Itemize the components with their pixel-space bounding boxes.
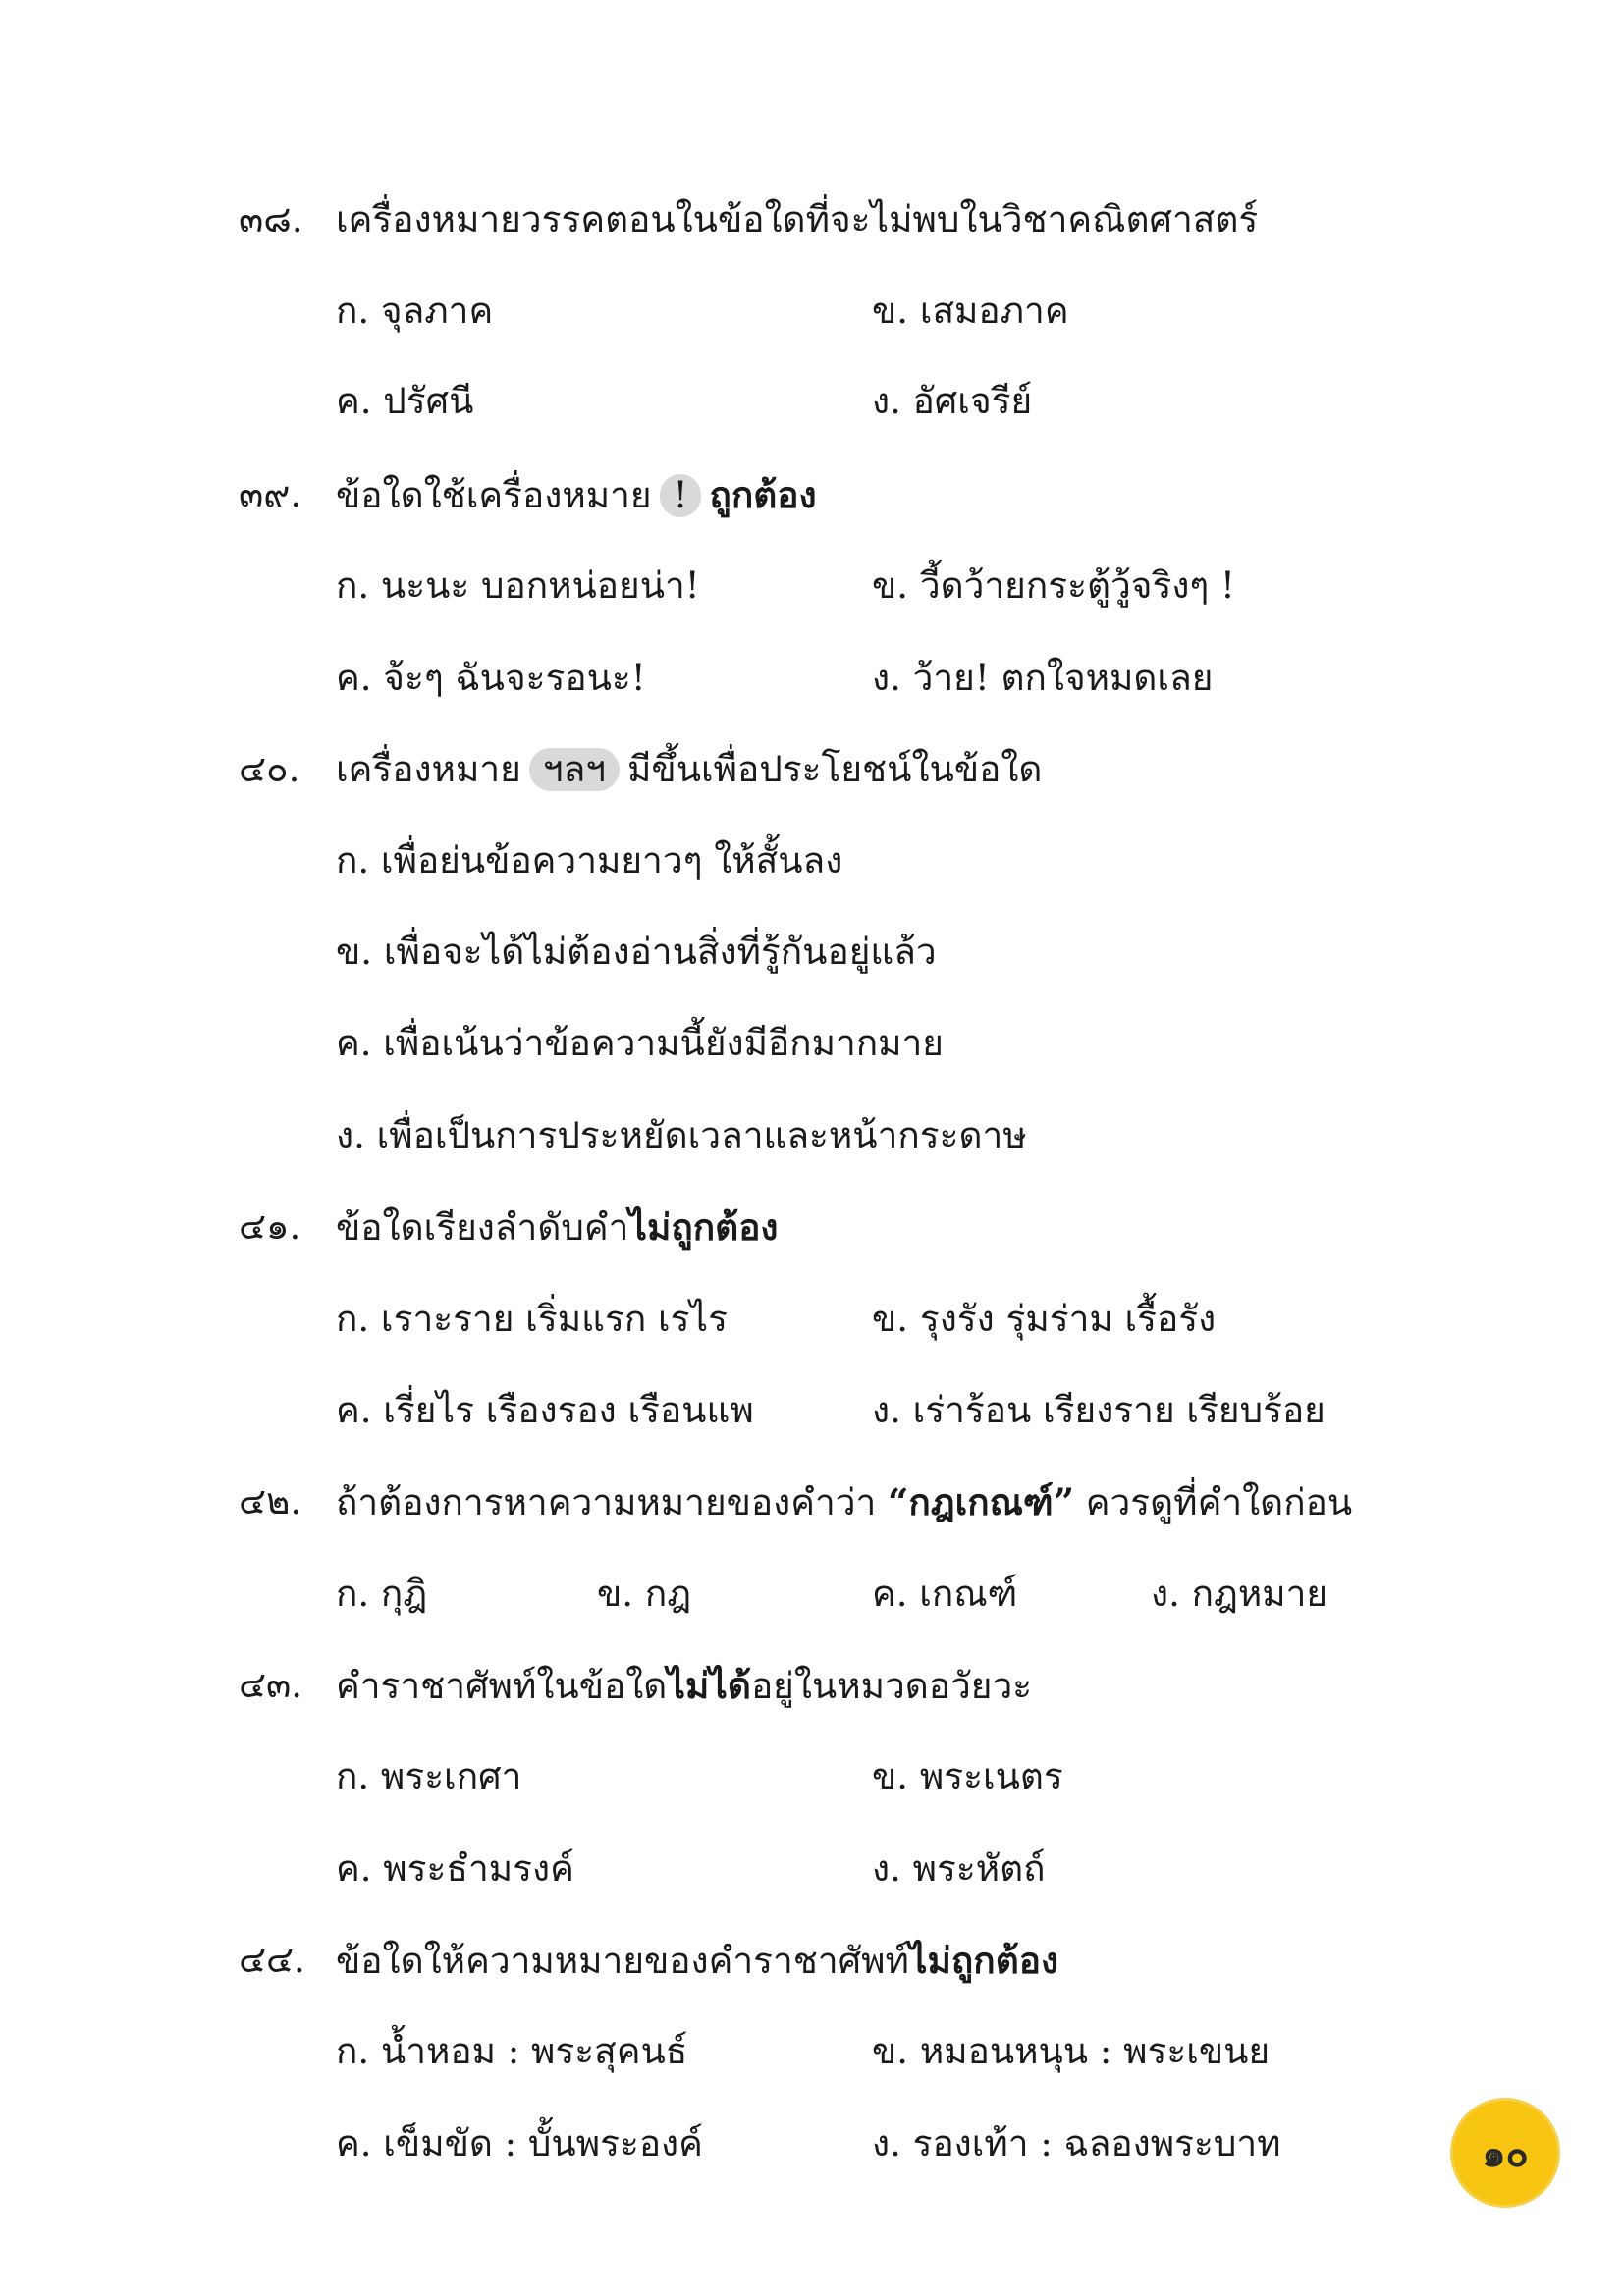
question-text-bold: ไม่ได้ bbox=[667, 1664, 751, 1707]
option-c: ค. พระธำมรงค์ bbox=[336, 1847, 574, 1890]
question-text-before: ข้อใดเรียงลำดับคำ bbox=[336, 1206, 629, 1249]
question-text-bold: ไม่ถูกต้อง bbox=[908, 1939, 1059, 1982]
option-d: ง. รองเท้า : ฉลองพระบาท bbox=[872, 2122, 1281, 2164]
option-c: ค. เข็มขัด : บั้นพระองค์ bbox=[336, 2122, 703, 2164]
question-number: ๔๓. bbox=[239, 1664, 303, 1706]
question-text bbox=[336, 746, 1042, 793]
option-b: ข. เพื่อจะได้ไม่ต้องอ่านสิ่งที่รู้กันอยู่แล้ว bbox=[336, 931, 937, 973]
option-a: ก. เพื่อย่นข้อความยาวๆ ให้สั้นลง bbox=[336, 839, 843, 881]
option-b: ข. เสมอภาค bbox=[872, 290, 1069, 332]
question-text bbox=[336, 1203, 779, 1252]
option-a: ก. พระเกศา bbox=[336, 1755, 522, 1797]
question-text-after: ควรดูที่คำใดก่อน bbox=[1085, 1481, 1353, 1523]
option-a: ก. เราะราย เริ่มแรก เรไร bbox=[336, 1298, 728, 1340]
question-text bbox=[336, 1937, 1058, 1985]
question-number: ๔๔. bbox=[239, 1939, 305, 1981]
question-text bbox=[336, 1478, 1352, 1526]
question-number: ๓๘. bbox=[239, 198, 303, 240]
exclamation-symbol: ! bbox=[660, 474, 702, 517]
option-a: ก. จุลภาค bbox=[336, 290, 494, 332]
option-c: ค. จ้ะๆ ฉันจะรอนะ! bbox=[336, 657, 646, 699]
question-text-bold: “กฎเกณฑ์” bbox=[888, 1480, 1074, 1523]
option-d: ง. กฎหมาย bbox=[1151, 1573, 1328, 1615]
question-text-after: อยู่ในหมวดอวัยวะ bbox=[750, 1665, 1033, 1707]
option-c: ค. เพื่อเน้นว่าข้อความนี้ยังมีอีกมากมาย bbox=[336, 1022, 944, 1064]
question-number: ๔๐. bbox=[239, 748, 300, 790]
option-a: ก. น้ำหอม : พระสุคนธ์ bbox=[336, 2030, 688, 2072]
option-b: ข. กฎ bbox=[597, 1573, 692, 1615]
option-d: ง. เร่าร้อน เรียงราย เรียบร้อย bbox=[872, 1389, 1326, 1431]
option-d: ง. ว้าย! ตกใจหมดเลย bbox=[872, 657, 1214, 699]
question-text: เครื่องหมายวรรคตอนในข้อใดที่จะไม่พบในวิชาคณิตศาสตร์ bbox=[336, 198, 1259, 240]
question-text-before: ข้อใดให้ความหมายของคำราชาศัพท์ bbox=[336, 1940, 909, 1982]
question-text-before: ถ้าต้องการหาความหมายของคำว่า bbox=[336, 1481, 877, 1523]
question-number: ๔๒. bbox=[239, 1480, 302, 1522]
option-a: ก. นะนะ บอกหน่อยน่า! bbox=[336, 564, 700, 607]
question-text bbox=[336, 1662, 1032, 1710]
option-c: ค. เกณฑ์ bbox=[872, 1573, 1018, 1615]
page-number-badge bbox=[1453, 2101, 1557, 2205]
option-b: ข. วี้ดว้ายกระตู้วู้จริงๆ ! bbox=[872, 564, 1235, 607]
option-d: ง. เพื่อเป็นการประหยัดเวลาและหน้ากระดาษ bbox=[336, 1114, 1027, 1156]
page-number: ๑๐ bbox=[1482, 2130, 1529, 2175]
option-a: ก. กุฎิ bbox=[336, 1573, 428, 1615]
question-text-before: เครื่องหมาย bbox=[336, 748, 521, 790]
question-text-bold: ไม่ถูกต้อง bbox=[628, 1205, 779, 1249]
option-c: ค. ปรัศนี bbox=[336, 380, 474, 422]
option-d: ง. อัศเจรีย์ bbox=[872, 380, 1033, 422]
question-number: ๓๙. bbox=[239, 473, 302, 515]
question-text-after: มีขึ้นเพื่อประโยชน์ในข้อใด bbox=[627, 748, 1043, 790]
question-text-before: คำราชาศัพท์ในข้อใด bbox=[336, 1665, 668, 1707]
question-text-before: ข้อใดใช้เครื่องหมาย bbox=[336, 474, 652, 516]
option-b: ข. หมอนหนุน : พระเขนย bbox=[872, 2030, 1271, 2072]
option-c: ค. เรี่ยไร เรืองรอง เรือนแพ bbox=[336, 1389, 754, 1431]
question-text-after: ถูกต้อง bbox=[709, 473, 817, 516]
option-d: ง. พระหัตถ์ bbox=[872, 1847, 1046, 1890]
option-b: ข. รุงรัง รุ่มร่าม เรื้อรัง bbox=[872, 1298, 1217, 1340]
option-b: ข. พระเนตร bbox=[872, 1755, 1063, 1797]
question-text bbox=[336, 471, 817, 519]
question-number: ๔๑. bbox=[239, 1205, 301, 1248]
paiyannoi-symbol: ฯลฯ bbox=[529, 748, 620, 791]
